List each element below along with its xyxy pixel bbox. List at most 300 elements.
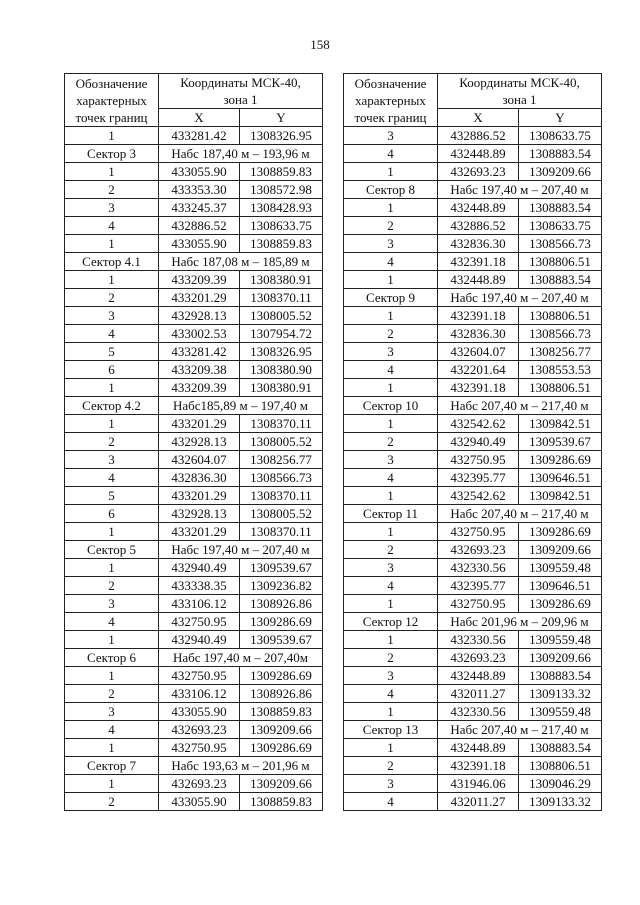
sector-row: [65, 757, 323, 775]
y-coordinate: 1308380.91: [240, 379, 323, 397]
table-row: [344, 703, 602, 721]
sector-name: Сектор 6: [65, 649, 159, 667]
y-coordinate: 1308883.54: [519, 667, 602, 685]
y-coordinate: 1308566.73: [519, 235, 602, 253]
table-row: [65, 703, 323, 721]
x-coordinate: 432201.64: [438, 361, 519, 379]
y-coordinate: 1308380.91: [240, 271, 323, 289]
y-coordinate: 1308326.95: [240, 343, 323, 361]
y-coordinate: 1308005.52: [240, 307, 323, 325]
x-coordinate: 432693.23: [438, 541, 519, 559]
x-coordinate: 432391.18: [438, 757, 519, 775]
sector-name: Сектор 7: [65, 757, 159, 775]
point-number: 2: [65, 289, 159, 307]
x-coordinate: 432391.18: [438, 307, 519, 325]
designation-header-line: характерных: [355, 92, 426, 108]
coords-header: [438, 74, 602, 109]
designation-header-line: характерных: [76, 92, 147, 108]
point-number: 1: [344, 307, 438, 325]
sector-height-range: Набс 197,40 м – 207,40м: [159, 649, 323, 667]
table-row: [344, 127, 602, 145]
x-coordinate: 432448.89: [438, 199, 519, 217]
y-coordinate: 1309209.66: [519, 649, 602, 667]
table-row: [344, 523, 602, 541]
x-coordinate: 432395.77: [438, 577, 519, 595]
sector-row: [344, 505, 602, 523]
point-number: 5: [65, 343, 159, 361]
table-row: [65, 595, 323, 613]
y-coordinate: 1308883.54: [519, 199, 602, 217]
table-row: [344, 559, 602, 577]
table-row: [344, 793, 602, 811]
x-coordinate: 432693.23: [438, 649, 519, 667]
table-row: [65, 361, 323, 379]
x-coordinate: 432836.30: [438, 235, 519, 253]
sector-row: [344, 397, 602, 415]
point-number: 1: [344, 595, 438, 613]
point-number: 1: [65, 739, 159, 757]
x-coordinate: 432448.89: [438, 271, 519, 289]
x-coordinate: 432395.77: [438, 469, 519, 487]
point-number: 4: [65, 721, 159, 739]
designation-header: [65, 74, 159, 127]
x-coordinate: 432750.95: [438, 451, 519, 469]
sector-height-range: Набс 187,40 м – 193,96 м: [159, 145, 323, 163]
x-coordinate: 432011.27: [438, 793, 519, 811]
point-number: 1: [344, 379, 438, 397]
table-row: [65, 127, 323, 145]
table-row: [65, 451, 323, 469]
x-coordinate: 432750.95: [159, 739, 240, 757]
y-coordinate: 1308883.54: [519, 271, 602, 289]
y-coordinate: 1309133.32: [519, 793, 602, 811]
table-row: [344, 253, 602, 271]
sector-name: Сектор 13: [344, 721, 438, 739]
x-coordinate: 432940.49: [159, 559, 240, 577]
point-number: 1: [65, 163, 159, 181]
coordinates-table-right: [343, 73, 602, 811]
designation-header: [344, 74, 438, 127]
sector-height-range: Набс 197,40 м – 207,40 м: [159, 541, 323, 559]
y-coordinate: 1309286.69: [240, 739, 323, 757]
sector-height-range: Набс 201,96 м – 209,96 м: [438, 613, 602, 631]
designation-header-line: Обозначение: [75, 75, 148, 91]
point-number: 1: [65, 235, 159, 253]
sector-row: [65, 649, 323, 667]
table-row: [344, 577, 602, 595]
x-coordinate: 432448.89: [438, 145, 519, 163]
y-column-header: Y: [240, 109, 323, 127]
table-row: [344, 487, 602, 505]
point-number: 1: [65, 667, 159, 685]
point-number: 1: [344, 271, 438, 289]
table-row: [344, 649, 602, 667]
point-number: 2: [344, 541, 438, 559]
x-coordinate: 433338.35: [159, 577, 240, 595]
point-number: 2: [344, 649, 438, 667]
table-row: [344, 271, 602, 289]
point-number: 3: [65, 595, 159, 613]
point-number: 3: [65, 703, 159, 721]
y-coordinate: 1308256.77: [240, 451, 323, 469]
point-number: 1: [344, 163, 438, 181]
y-column-header: Y: [519, 109, 602, 127]
y-coordinate: 1308806.51: [519, 757, 602, 775]
y-coordinate: 1309539.67: [519, 433, 602, 451]
y-coordinate: 1309286.69: [519, 451, 602, 469]
coordinates-table-left: [64, 73, 323, 811]
table-row: [65, 685, 323, 703]
point-number: 1: [344, 487, 438, 505]
point-number: 4: [344, 793, 438, 811]
y-coordinate: 1308633.75: [519, 217, 602, 235]
point-number: 2: [344, 217, 438, 235]
table-body: [344, 127, 602, 811]
point-number: 4: [65, 613, 159, 631]
y-coordinate: 1308572.98: [240, 181, 323, 199]
y-coordinate: 1308859.83: [240, 235, 323, 253]
table-row: [65, 613, 323, 631]
y-coordinate: 1308806.51: [519, 379, 602, 397]
y-coordinate: 1309286.69: [240, 613, 323, 631]
y-coordinate: 1308566.73: [519, 325, 602, 343]
x-coordinate: 432693.23: [438, 163, 519, 181]
y-coordinate: 1308859.83: [240, 163, 323, 181]
y-coordinate: 1309539.67: [240, 631, 323, 649]
y-coordinate: 1309842.51: [519, 487, 602, 505]
point-number: 2: [344, 325, 438, 343]
x-coordinate: 433201.29: [159, 487, 240, 505]
x-coordinate: 433002.53: [159, 325, 240, 343]
sector-row: [65, 541, 323, 559]
point-number: 1: [344, 703, 438, 721]
sector-row: [65, 397, 323, 415]
y-coordinate: 1308370.11: [240, 523, 323, 541]
point-number: 1: [344, 523, 438, 541]
table-row: [344, 235, 602, 253]
y-coordinate: 1308566.73: [240, 469, 323, 487]
point-number: 2: [65, 793, 159, 811]
x-coordinate: 433055.90: [159, 163, 240, 181]
table-row: [344, 217, 602, 235]
x-coordinate: 432391.18: [438, 379, 519, 397]
x-coordinate: 433209.38: [159, 361, 240, 379]
sector-name: Сектор 4.2: [65, 397, 159, 415]
x-coordinate: 432928.13: [159, 505, 240, 523]
x-coordinate: 432542.62: [438, 487, 519, 505]
point-number: 3: [344, 451, 438, 469]
y-coordinate: 1309559.48: [519, 631, 602, 649]
point-number: 2: [344, 433, 438, 451]
y-coordinate: 1308370.11: [240, 289, 323, 307]
y-coordinate: 1307954.72: [240, 325, 323, 343]
y-coordinate: 1309209.66: [519, 163, 602, 181]
x-coordinate: 433201.29: [159, 289, 240, 307]
y-coordinate: 1309133.32: [519, 685, 602, 703]
y-coordinate: 1308859.83: [240, 793, 323, 811]
x-coordinate: 432693.23: [159, 721, 240, 739]
table-row: [65, 523, 323, 541]
x-coordinate: 432886.52: [438, 217, 519, 235]
x-coordinate: 432886.52: [438, 127, 519, 145]
point-number: 1: [344, 415, 438, 433]
point-number: 1: [65, 775, 159, 793]
sector-row: [344, 721, 602, 739]
point-number: 6: [65, 361, 159, 379]
x-coordinate: 432928.13: [159, 307, 240, 325]
point-number: 1: [65, 127, 159, 145]
table-row: [344, 325, 602, 343]
x-coordinate: 432750.95: [159, 667, 240, 685]
point-number: 2: [65, 577, 159, 595]
point-number: 2: [344, 757, 438, 775]
y-coordinate: 1308633.75: [519, 127, 602, 145]
x-coordinate: 431946.06: [438, 775, 519, 793]
point-number: 4: [344, 685, 438, 703]
point-number: 1: [344, 739, 438, 757]
y-coordinate: 1308633.75: [240, 217, 323, 235]
y-coordinate: 1309236.82: [240, 577, 323, 595]
x-coordinate: 432330.56: [438, 559, 519, 577]
point-number: 3: [344, 127, 438, 145]
table-row: [65, 667, 323, 685]
x-coordinate: 433055.90: [159, 793, 240, 811]
sector-height-range: Набс185,89 м – 197,40 м: [159, 397, 323, 415]
y-coordinate: 1309286.69: [519, 523, 602, 541]
x-coordinate: 432604.07: [159, 451, 240, 469]
table-row: [65, 289, 323, 307]
x-coordinate: 433245.37: [159, 199, 240, 217]
sector-row: [344, 289, 602, 307]
x-coordinate: 433209.39: [159, 379, 240, 397]
sector-row: [344, 181, 602, 199]
table-row: [344, 739, 602, 757]
y-coordinate: 1308428.93: [240, 199, 323, 217]
x-coordinate: 433353.30: [159, 181, 240, 199]
x-coordinate: 432448.89: [438, 739, 519, 757]
table-row: [344, 775, 602, 793]
x-coordinate: 432886.52: [159, 217, 240, 235]
point-number: 3: [344, 235, 438, 253]
point-number: 4: [344, 253, 438, 271]
y-coordinate: 1309539.67: [240, 559, 323, 577]
sector-row: [65, 253, 323, 271]
sector-height-range: Набс 187,08 м – 185,89 м: [159, 253, 323, 271]
table-row: [65, 505, 323, 523]
x-coordinate: 432011.27: [438, 685, 519, 703]
point-number: 1: [344, 631, 438, 649]
coords-header-line: зона 1: [223, 92, 258, 107]
x-coordinate: 432750.95: [159, 613, 240, 631]
table-row: [65, 577, 323, 595]
y-coordinate: 1308256.77: [519, 343, 602, 361]
coords-header-line: Координаты МСК-40,: [459, 75, 580, 90]
x-coordinate: 432330.56: [438, 631, 519, 649]
x-coordinate: 433201.29: [159, 415, 240, 433]
point-number: 5: [65, 487, 159, 505]
table-row: [65, 217, 323, 235]
y-coordinate: 1309046.29: [519, 775, 602, 793]
sector-height-range: Набс 207,40 м – 217,40 м: [438, 505, 602, 523]
table-row: [65, 487, 323, 505]
y-coordinate: 1308883.54: [519, 739, 602, 757]
table-row: [344, 667, 602, 685]
table-row: [65, 379, 323, 397]
y-coordinate: 1309842.51: [519, 415, 602, 433]
table-row: [344, 469, 602, 487]
table-row: [344, 199, 602, 217]
x-coordinate: 433201.29: [159, 523, 240, 541]
sector-height-range: Набс 197,40 м – 207,40 м: [438, 181, 602, 199]
coords-header: [159, 74, 323, 109]
y-coordinate: 1308370.11: [240, 487, 323, 505]
table-row: [344, 307, 602, 325]
point-number: 4: [65, 217, 159, 235]
x-coordinate: 432604.07: [438, 343, 519, 361]
table-row: [65, 469, 323, 487]
y-coordinate: 1309209.66: [519, 541, 602, 559]
sector-row: [344, 613, 602, 631]
table-row: [65, 721, 323, 739]
y-coordinate: 1309559.48: [519, 559, 602, 577]
x-coordinate: 432836.30: [438, 325, 519, 343]
y-coordinate: 1308370.11: [240, 415, 323, 433]
table-row: [344, 145, 602, 163]
sector-height-range: Набс 207,40 м – 217,40 м: [438, 721, 602, 739]
table-row: [65, 415, 323, 433]
point-number: 1: [65, 379, 159, 397]
sector-name: Сектор 3: [65, 145, 159, 163]
designation-header-line: точек границ: [75, 109, 148, 125]
sector-height-range: Набс 197,40 м – 207,40 м: [438, 289, 602, 307]
y-coordinate: 1308326.95: [240, 127, 323, 145]
x-coordinate: 433055.90: [159, 235, 240, 253]
table-row: [344, 415, 602, 433]
table-row: [65, 559, 323, 577]
table-row: [65, 775, 323, 793]
point-number: 2: [65, 685, 159, 703]
sector-name: Сектор 5: [65, 541, 159, 559]
point-number: 1: [65, 415, 159, 433]
x-coordinate: 433281.42: [159, 343, 240, 361]
table-row: [344, 361, 602, 379]
table-row: [344, 379, 602, 397]
x-coordinate: 432693.23: [159, 775, 240, 793]
point-number: 2: [65, 433, 159, 451]
x-coordinate: 432448.89: [438, 667, 519, 685]
sector-height-range: Набс 207,40 м – 217,40 м: [438, 397, 602, 415]
y-coordinate: 1309646.51: [519, 469, 602, 487]
point-number: 3: [344, 775, 438, 793]
y-coordinate: 1308553.53: [519, 361, 602, 379]
point-number: 4: [65, 469, 159, 487]
point-number: 6: [65, 505, 159, 523]
y-coordinate: 1308806.51: [519, 307, 602, 325]
table-row: [344, 685, 602, 703]
y-coordinate: 1308883.54: [519, 145, 602, 163]
x-coordinate: 432836.30: [159, 469, 240, 487]
x-coordinate: 432750.95: [438, 595, 519, 613]
point-number: 4: [344, 145, 438, 163]
table-row: [65, 199, 323, 217]
x-coordinate: 432928.13: [159, 433, 240, 451]
point-number: 3: [65, 307, 159, 325]
table-row: [65, 235, 323, 253]
point-number: 3: [344, 667, 438, 685]
table-row: [65, 307, 323, 325]
sector-name: Сектор 9: [344, 289, 438, 307]
point-number: 3: [344, 559, 438, 577]
table-row: [344, 631, 602, 649]
y-coordinate: 1308926.86: [240, 595, 323, 613]
table-row: [65, 433, 323, 451]
y-coordinate: 1308005.52: [240, 505, 323, 523]
x-coordinate: 433209.39: [159, 271, 240, 289]
sector-name: Сектор 10: [344, 397, 438, 415]
point-number: 1: [65, 523, 159, 541]
y-coordinate: 1308926.86: [240, 685, 323, 703]
point-number: 3: [65, 199, 159, 217]
table-row: [65, 163, 323, 181]
x-coordinate: 433106.12: [159, 595, 240, 613]
table-row: [65, 325, 323, 343]
point-number: 1: [65, 631, 159, 649]
y-coordinate: 1309209.66: [240, 775, 323, 793]
table-header: [65, 74, 323, 127]
designation-header-line: точек границ: [354, 109, 427, 125]
table-row: [344, 541, 602, 559]
point-number: 1: [65, 271, 159, 289]
x-coordinate: 433281.42: [159, 127, 240, 145]
x-coordinate: 433055.90: [159, 703, 240, 721]
sector-height-range: Набс 193,63 м – 201,96 м: [159, 757, 323, 775]
sector-name: Сектор 12: [344, 613, 438, 631]
designation-header-line: Обозначение: [354, 75, 427, 91]
point-number: 4: [344, 361, 438, 379]
x-coordinate: 432750.95: [438, 523, 519, 541]
sector-name: Сектор 11: [344, 505, 438, 523]
y-coordinate: 1309286.69: [240, 667, 323, 685]
point-number: 4: [65, 325, 159, 343]
x-coordinate: 432940.49: [159, 631, 240, 649]
page-number: 158: [310, 37, 330, 52]
coords-header-line: Координаты МСК-40,: [180, 75, 301, 90]
y-coordinate: 1308859.83: [240, 703, 323, 721]
y-coordinate: 1309286.69: [519, 595, 602, 613]
table-row: [65, 343, 323, 361]
sector-name: Сектор 4.1: [65, 253, 159, 271]
table-row: [344, 451, 602, 469]
table-row: [344, 433, 602, 451]
table-header: [344, 74, 602, 127]
x-coordinate: 432330.56: [438, 703, 519, 721]
table-row: [344, 163, 602, 181]
x-coordinate: 432940.49: [438, 433, 519, 451]
table-row: [65, 181, 323, 199]
point-number: 2: [65, 181, 159, 199]
x-coordinate: 432391.18: [438, 253, 519, 271]
y-coordinate: 1309646.51: [519, 577, 602, 595]
y-coordinate: 1309209.66: [240, 721, 323, 739]
sector-row: [65, 145, 323, 163]
table-row: [344, 343, 602, 361]
table-row: [65, 793, 323, 811]
x-coordinate: 432542.62: [438, 415, 519, 433]
point-number: 4: [344, 469, 438, 487]
x-column-header: X: [438, 109, 519, 127]
sector-name: Сектор 8: [344, 181, 438, 199]
y-coordinate: 1308806.51: [519, 253, 602, 271]
